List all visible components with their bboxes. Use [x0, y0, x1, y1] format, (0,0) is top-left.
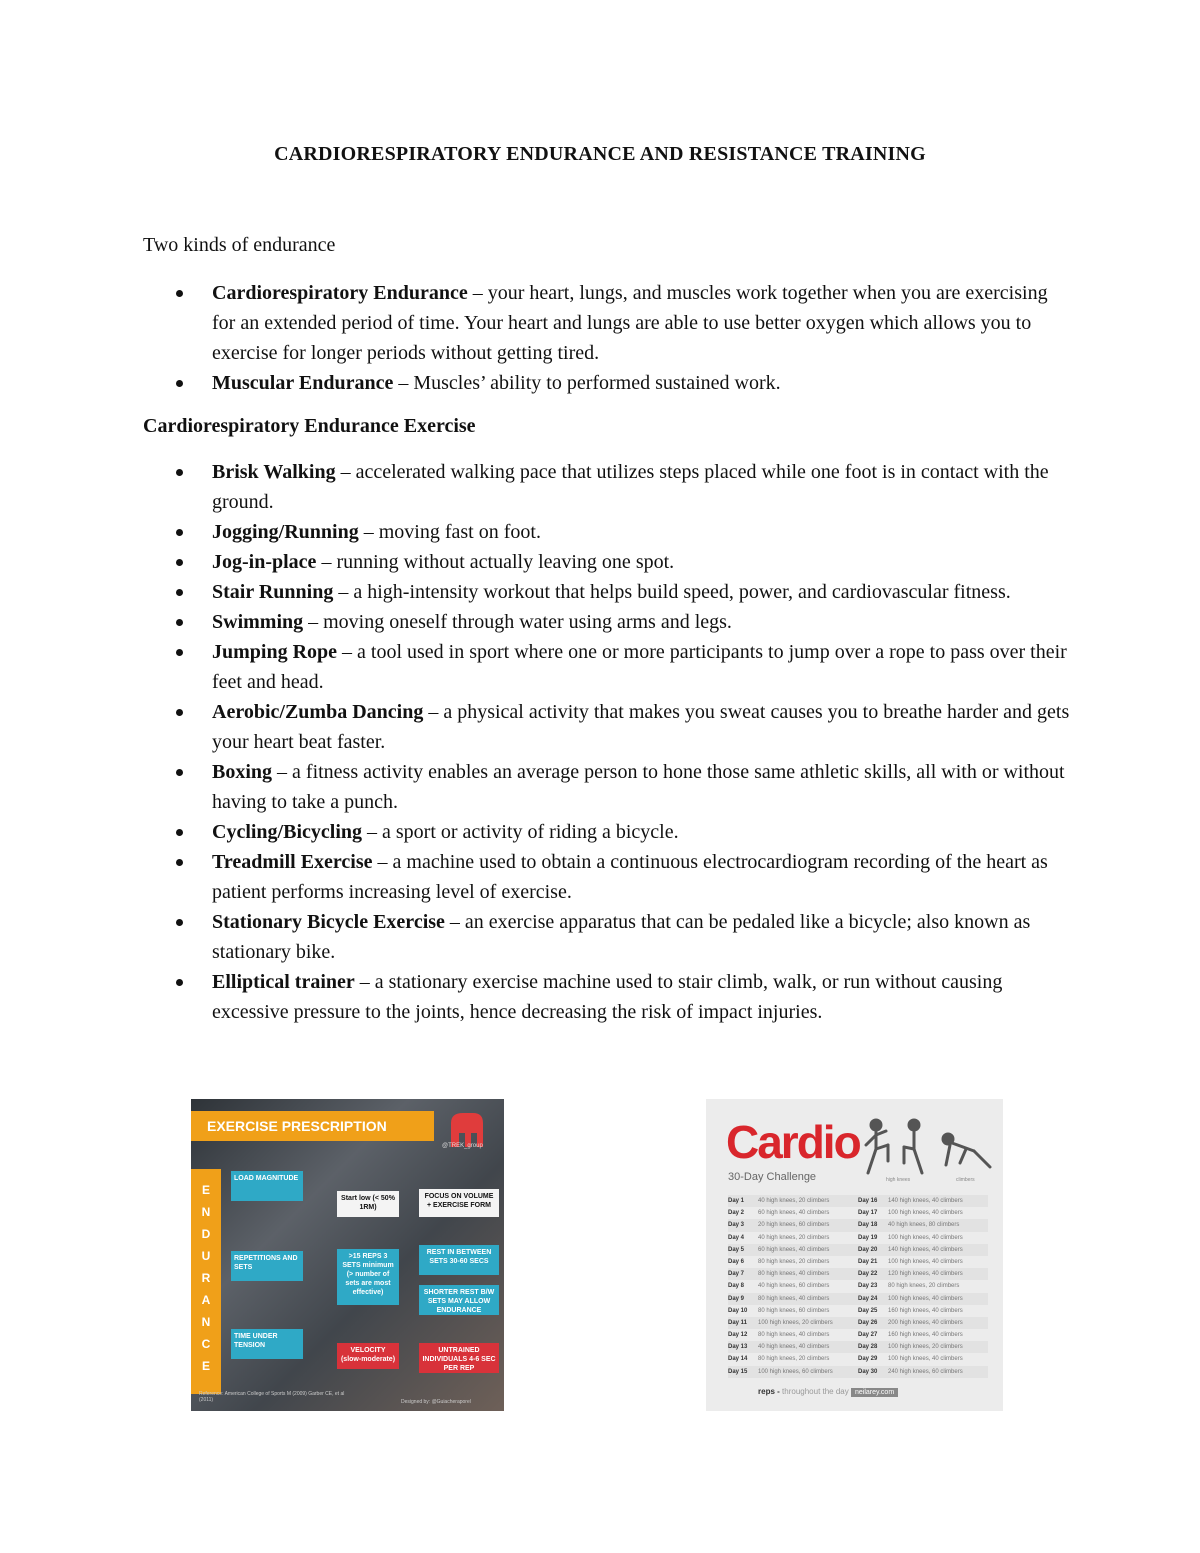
term: Cycling/Bicycling: [212, 821, 362, 843]
cardio-subtitle: 30-Day Challenge: [728, 1171, 817, 1183]
table-row: [728, 1195, 988, 1207]
untrained-box: UNTRAINED INDIVIDUALS 4-6 SEC PER REP: [419, 1343, 499, 1373]
day-cell: Day 28: [858, 1344, 878, 1351]
table-row: [728, 1219, 988, 1231]
day-cell: Day 10: [728, 1307, 748, 1314]
section-heading: Cardiorespiratory Endurance Exercise: [143, 415, 476, 437]
day-cell: Day 17: [858, 1210, 878, 1217]
strip-letter: N: [201, 1205, 211, 1219]
footer-reps: reps -: [758, 1387, 780, 1396]
day-cell: Day 6: [728, 1258, 745, 1265]
logo-text: @TREK_group: [442, 1143, 483, 1149]
list-item: [143, 907, 1073, 967]
day-cell: Day 23: [858, 1283, 878, 1290]
strip-letter: A: [201, 1293, 211, 1307]
reps-cell: 80 high knees, 40 climbers: [758, 1295, 830, 1302]
day-cell: Day 13: [728, 1344, 748, 1351]
list-item: [143, 517, 1073, 547]
list-item: [143, 547, 1073, 577]
reps-cell: 40 high knees, 20 climbers: [758, 1234, 830, 1241]
figure-label: climbers: [956, 1177, 975, 1183]
day-cell: Day 2: [728, 1210, 745, 1217]
day-cell: Day 5: [728, 1246, 745, 1253]
site-badge: neilarey.com: [851, 1388, 898, 1397]
list-item: [143, 577, 1073, 607]
term: Treadmill Exercise: [212, 851, 373, 873]
table-row: [728, 1293, 988, 1305]
day-cell: Day 30: [858, 1368, 878, 1375]
figure-label: high knees: [886, 1177, 911, 1183]
strip-letter: U: [201, 1249, 211, 1263]
description: – a fitness activity enables an average person to hone those same athletic skills, all with or without having to take a punch.: [212, 761, 1065, 813]
cardio-title: Cardio: [726, 1116, 860, 1168]
day-cell: Day 15: [728, 1368, 748, 1375]
table-row: [728, 1256, 988, 1268]
strip-letter: D: [201, 1227, 211, 1241]
velocity-box: VELOCITY (slow-moderate): [337, 1343, 399, 1369]
endurance-types-list: [143, 278, 1073, 398]
description: – an exercise apparatus that can be pedaled like a bicycle; also known as stationary bike.: [212, 911, 1031, 963]
day-cell: Day 3: [728, 1222, 745, 1229]
table-row: [728, 1341, 988, 1353]
poster-footer: [758, 1387, 898, 1397]
table-row: [728, 1280, 988, 1292]
load-magnitude-label: LOAD MAGNITUDE: [231, 1171, 303, 1201]
reps-cell: 200 high knees, 40 climbers: [888, 1319, 963, 1326]
table-row: [728, 1244, 988, 1256]
strip-letter: R: [201, 1271, 211, 1285]
reps-cell: 80 high knees, 40 climbers: [758, 1332, 830, 1339]
exercise-prescription-image: [191, 1099, 504, 1411]
term: Cardiorespiratory Endurance: [212, 282, 468, 304]
list-item: [143, 637, 1073, 697]
list-item: [143, 967, 1073, 1027]
term: Jogging/Running: [212, 521, 359, 543]
footer-text: throughout the day: [782, 1387, 849, 1396]
day-cell: Day 26: [858, 1319, 878, 1326]
reps-cell: 40 high knees, 40 climbers: [758, 1344, 830, 1351]
day-cell: Day 1: [728, 1198, 745, 1204]
exercise-figures-icon: [856, 1117, 996, 1177]
exercise-list: [143, 457, 1073, 1027]
table-row: [728, 1353, 988, 1365]
term: Jumping Rope: [212, 641, 338, 663]
description: – a stationary exercise machine used to stair climb, walk, or run without causing excessive pressure to the joints, hence decreasing the risk of impact injuries.: [212, 971, 1003, 1023]
day-cell: Day 21: [858, 1258, 878, 1265]
description: – Muscles’ ability to performed sustained work.: [393, 372, 781, 394]
reps-cell: 40 high knees, 60 climbers: [758, 1283, 830, 1290]
reps-cell: 80 high knees, 20 climbers: [888, 1283, 960, 1290]
day-cell: Day 9: [728, 1295, 745, 1302]
term: Brisk Walking: [212, 461, 336, 483]
day-cell: Day 11: [728, 1319, 748, 1326]
reps-cell: 100 high knees, 20 climbers: [758, 1319, 833, 1326]
term: Muscular Endurance: [212, 372, 394, 394]
day-cell: Day 7: [728, 1271, 745, 1278]
intro-text: Two kinds of endurance: [143, 234, 336, 256]
time-under-tension-label: TIME UNDER TENSION: [231, 1329, 303, 1359]
day-cell: Day 19: [858, 1234, 878, 1241]
day-cell: Day 25: [858, 1307, 878, 1314]
term: Swimming: [212, 611, 304, 633]
description: – a machine used to obtain a continuous electrocardiogram recording of the heart as patient performs increasing level of exercise.: [212, 851, 1048, 903]
strip-letter: E: [201, 1183, 210, 1197]
strip-letter: E: [201, 1359, 210, 1373]
list-item: [143, 817, 1073, 847]
day-cell: Day 27: [858, 1332, 878, 1339]
term: Aerobic/Zumba Dancing: [212, 701, 424, 723]
table-row: [728, 1329, 988, 1341]
rest-box: REST IN BETWEEN SETS 30-60 SECS: [419, 1245, 499, 1275]
list-item: [143, 697, 1073, 757]
start-low-box: Start low (< 50% 1RM): [337, 1191, 399, 1217]
repetitions-label: REPETITIONS AND SETS: [231, 1251, 303, 1281]
term: Stair Running: [212, 581, 334, 603]
reps-detail-box: >15 REPS 3 SETS minimum (> number of sets are most effective): [337, 1249, 399, 1305]
reps-cell: 160 high knees, 40 climbers: [888, 1307, 963, 1314]
reps-cell: 60 high knees, 40 climbers: [758, 1246, 830, 1253]
day-cell: Day 14: [728, 1356, 748, 1363]
list-item: [143, 457, 1073, 517]
description: – moving fast on foot.: [358, 521, 541, 543]
reps-cell: 100 high knees, 40 climbers: [888, 1210, 963, 1217]
description: – a high-intensity workout that helps build speed, power, and cardiovascular fitness.: [333, 581, 1011, 603]
list-item: [143, 607, 1073, 637]
reps-cell: 100 high knees, 20 climbers: [888, 1344, 963, 1351]
challenge-table: [728, 1195, 988, 1378]
day-cell: Day 29: [858, 1356, 878, 1363]
term: Boxing: [212, 761, 273, 783]
reps-cell: 20 high knees, 60 climbers: [758, 1222, 830, 1229]
day-cell: Day 8: [728, 1283, 745, 1290]
description: – a tool used in sport where one or more participants to jump over a rope to pass over their feet and head.: [212, 641, 1067, 693]
reps-cell: 140 high knees, 40 climbers: [888, 1198, 963, 1204]
reps-cell: 100 high knees, 40 climbers: [888, 1295, 963, 1302]
cardio-challenge-image: [706, 1099, 1003, 1411]
table-row: [728, 1207, 988, 1219]
term: Jog-in-place: [212, 551, 317, 573]
term: Elliptical trainer: [212, 971, 355, 993]
strip-letter: N: [201, 1315, 211, 1329]
list-item: [143, 847, 1073, 907]
focus-box: FOCUS ON VOLUME + EXERCISE FORM: [419, 1189, 499, 1217]
reps-cell: 100 high knees, 40 climbers: [888, 1356, 963, 1363]
day-cell: Day 22: [858, 1271, 878, 1278]
day-cell: Day 4: [728, 1234, 745, 1241]
table-row: [728, 1305, 988, 1317]
designer-credit: Designed by: @Guiacheraporel: [401, 1399, 471, 1405]
reps-cell: 40 high knees, 80 climbers: [888, 1222, 960, 1229]
reps-cell: 140 high knees, 40 climbers: [888, 1246, 963, 1253]
page-title: CARDIORESPIRATORY ENDURANCE AND RESISTANCE TRAINING: [274, 143, 926, 165]
reps-cell: 100 high knees, 60 climbers: [758, 1368, 833, 1375]
reps-cell: 60 high knees, 40 climbers: [758, 1210, 830, 1217]
day-cell: Day 18: [858, 1222, 878, 1229]
list-item: [143, 278, 1073, 368]
term: Stationary Bicycle Exercise: [212, 911, 445, 933]
reps-cell: 80 high knees, 20 climbers: [758, 1258, 830, 1265]
reps-cell: 240 high knees, 60 climbers: [888, 1368, 963, 1375]
table-row: [728, 1232, 988, 1244]
reps-cell: 100 high knees, 40 climbers: [888, 1234, 963, 1241]
reps-cell: 80 high knees, 60 climbers: [758, 1307, 830, 1314]
reps-cell: 100 high knees, 40 climbers: [888, 1258, 963, 1265]
description: – a sport or activity of riding a bicycle.: [362, 821, 679, 843]
table-row: [728, 1268, 988, 1280]
reference-text: Reference: American College of Sports M (2009) Garber CE, et al (2011): [199, 1391, 345, 1403]
description: – accelerated walking pace that utilizes steps placed while one foot is in contact with the ground.: [212, 461, 1049, 513]
list-item: [143, 368, 1073, 398]
strip-letter: C: [201, 1337, 211, 1351]
list-item: [143, 757, 1073, 817]
description: – moving oneself through water using arms and legs.: [303, 611, 732, 633]
reps-cell: 80 high knees, 20 climbers: [758, 1356, 830, 1363]
day-cell: Day 24: [858, 1295, 878, 1302]
poster-banner: EXERCISE PRESCRIPTION: [191, 1111, 434, 1141]
table-row: [728, 1366, 988, 1378]
table-row: [728, 1317, 988, 1329]
day-cell: Day 12: [728, 1332, 748, 1339]
description: – running without actually leaving one spot.: [316, 551, 675, 573]
reps-cell: 40 high knees, 20 climbers: [758, 1198, 830, 1204]
day-cell: Day 16: [858, 1198, 878, 1204]
reps-cell: 160 high knees, 40 climbers: [888, 1332, 963, 1339]
shorter-rest-box: SHORTER REST B/W SETS MAY ALLOW ENDURANCE: [419, 1285, 499, 1315]
day-cell: Day 20: [858, 1246, 878, 1253]
reps-cell: 80 high knees, 40 climbers: [758, 1271, 830, 1278]
description: – your heart, lungs, and muscles work together when you are exercising for an extended period of time. Your heart and lungs are able to use better oxygen which allows you to exercise for longer periods without getting tired.: [212, 282, 1048, 364]
description: – a physical activity that makes you sweat causes you to breathe harder and gets your heart beat faster.: [212, 701, 1070, 753]
reps-cell: 120 high knees, 40 climbers: [888, 1271, 963, 1278]
